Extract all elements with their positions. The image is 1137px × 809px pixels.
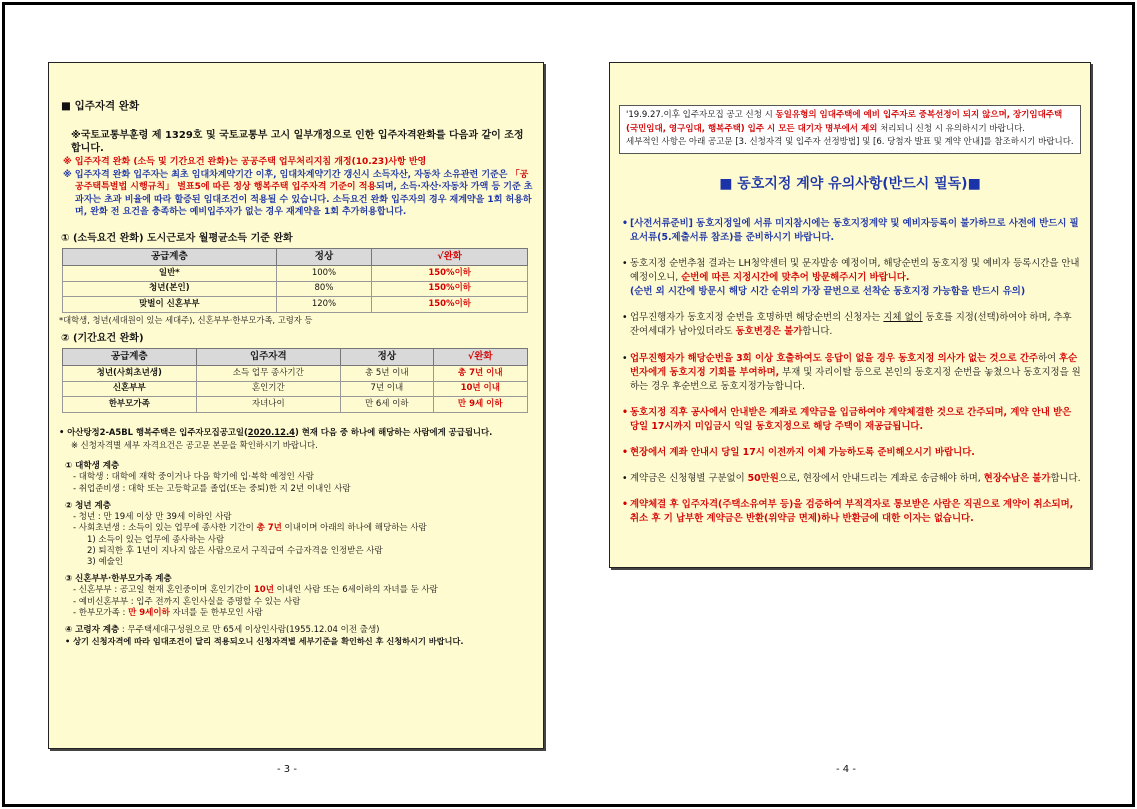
- list-item: 3) 예술인: [87, 556, 124, 567]
- table-header: √완화: [372, 249, 528, 266]
- table-row: 한부모가족 자녀나이 만 6세 이하 만 9세 이하: [63, 397, 528, 412]
- eligibility-note: ※ 신청자격별 세부 자격요건은 공고문 본문을 확인하시기 바랍니다.: [71, 439, 318, 450]
- income-table: [62, 248, 528, 312]
- income-section-title: ① (소득요건 완화) 도시근로자 월평균소득 기준 완화: [61, 232, 293, 244]
- table-row: 청년(본인) 80% 150%이하: [63, 281, 528, 296]
- table-row: 일반* 100% 150%이하: [63, 266, 528, 281]
- intro-text: ※국토교통부훈령 제 1329호 및 국토교통부 고시 일부개정으로 인한 입주자격완화를 다음과 같이 조정합니다.: [71, 130, 524, 155]
- note-income-period: ※ 입주자격 완화 (소득 및 기간요건 완화)는 공공주택 업무처리지침 개정(10.23)사항 반영: [63, 157, 427, 168]
- list-item: • 동호지정 순번추첨 결과는 LH청약센터 및 문자발송 예정이며, 해당순번의 동호지정 및 예비자 등록시간을 안내예정이오니, 순번에 따른 지정시간에 맞추어 방문해주시기 바랍니다. (순번 외 시간에 방문시 해당 시간 순위의 가장 끝번으로 선착순 동호지정 가능함을 반드시 유의): [622, 258, 1080, 298]
- table-header: 공급계층: [63, 349, 197, 366]
- eligibility-list: [65, 461, 533, 647]
- page-number-right: - 4 -: [836, 764, 856, 775]
- period-section-title: ② (기간요건 완화): [61, 332, 144, 344]
- note-renewal: ※ 입주자격 완화 입주자는 최초 임대차계약기간 이후, 임대차계약기간 갱신시 소득자산, 자동차 소유관련 기준은 「공공주택특별법 시행규칙」 별표5에 따른 정상 행복주택 입주자격 기준이 적용되며, 소득·자산·자동차 가액 등 기준 초과자는 초과 비율에 따라 할증된 임대조건이 적용될 수 있습니다. 소득요건 완화 입주자의 경우 재계약을 1회 허용하며, 완화 전 요건을 충족하는 예비입주자가 없는 경우 재계약을 1회 추가허용합니다.: [63, 170, 533, 217]
- list-item: ② 청년 계층: [65, 500, 111, 511]
- final-note: • 상기 신청자격에 따라 임대조건이 달리 적용되오니 신청자격별 세부기준을 확인하신 후 신청하시기 바랍니다.: [65, 636, 464, 647]
- table-header: √완화: [433, 349, 527, 366]
- list-item: - 취업준비생 : 대학 또는 고등학교를 졸업(또는 중퇴)한 지 2년 이내인 사람: [73, 483, 351, 494]
- list-item: • 업무진행자가 해당순번을 3회 이상 호출하여도 응답이 없을 경우 동호지정 의사가 없는 것으로 간주하여 후순번자에게 동호지정 기회를 부여하며, 부재 및 자리이탈 등으로 본인의 동호지정 순번을 놓쳤으나 동호지정을 원하는 경우 후순번으로 동호지정가능합니다.: [622, 352, 1081, 392]
- list-item: • 동호지정 직후 공사에서 안내받은 계좌로 계약금을 입금하여야 계약체결한 것으로 간주되며, 계약 안내 받은 당일 17시까지 미입금시 익일 동호지정으로 해당 주택이 재공급됩니다.: [622, 406, 1072, 432]
- list-item: - 신혼부부 : 공고일 현재 혼인중이며 혼인기간이 10년 이내인 사람 또는 6세이하의 자녀를 둔 사람: [73, 585, 438, 596]
- table-header: 공급계층: [63, 249, 277, 266]
- list-item: • 업무진행자가 동호지정 순번을 호명하면 해당순번의 신청자는 지체 없이 동호를 지정(선택)하여야 하며, 추후 잔여세대가 남아있더라도 동호변경은 불가합니다.: [622, 312, 1072, 338]
- list-item: • 현장에서 계좌 안내시 당일 17시 이전까지 이체 가능하도록 준비해오시기 바랍니다.: [622, 447, 975, 459]
- notice-box: '19.9.27.이후 입주자모집 공고 신청 시 동일유형의 임대주택에 예비 입주자로 중복선정이 되지 않으며, 장기임대주택(국민임대, 영구임대, 행복주택) 입주 시 모든 대기자 명부에서 제외 처리되니 신청 시 유의하시기 바랍니다. 세부적인 사항은 아래 공고문 [3. 신청자격 및 입주자 선정방법] 및 [6. 당첨자 발표 및 계약 안내]를 참조하시기 바랍니다.: [619, 105, 1081, 154]
- table-row: 맞벌이 신혼부부 120% 150%이하: [63, 297, 528, 312]
- period-table: [62, 348, 528, 412]
- list-item: - 대학생 : 대학에 재학 중이거나 다음 학기에 입·복학 예정인 사람: [73, 472, 314, 483]
- supply-bullet: • 아산탕정2-A5BL 행복주택은 입주자모집공고일(2020.12.4) 현재 다음 중 하나에 해당하는 사람에게 공급됩니다.: [59, 426, 493, 437]
- list-item: ③ 신혼부부·한부모가족 계층: [65, 574, 172, 585]
- list-item: • [사전서류준비] 동호지정일에 서류 미지참시에는 동호지정계약 및 예비자등록이 불가하므로 사전에 반드시 필요서류(5.제출서류 참조)를 준비하시기 바랍니다.: [622, 217, 1079, 243]
- table-row: 신혼부부 혼인기간 7년 이내 10년 이내: [63, 381, 528, 396]
- table-footnote: *대학생, 청년(세대원이 있는 세대주), 신혼부부·한부모가족, 고령자 등: [59, 314, 313, 325]
- list-item: 1) 소득이 있는 업무에 종사하는 사람: [87, 534, 225, 545]
- table-row: 청년(사회초년생) 소득 업무 종사기간 총 5년 이내 총 7년 이내: [63, 366, 528, 381]
- list-item: - 예비신혼부부 : 입주 전까지 혼인사실을 증명할 수 있는 사람: [73, 596, 301, 607]
- table-header: 정상: [276, 249, 372, 266]
- list-item: ① 대학생 계층: [65, 461, 120, 472]
- list-item: - 청년 : 만 19세 이상 만 39세 이하인 사람: [73, 512, 232, 523]
- list-item: - 한부모가족 : 만 9세이하 자녀를 둔 한부모인 사람: [73, 607, 263, 618]
- page-number-left: - 3 -: [277, 764, 297, 775]
- list-item: • 계약금은 신청형별 구분없이 50만원으로, 현장에서 안내드리는 계좌로 송금해야 하며, 현장수납은 불가합니다.: [622, 473, 1081, 485]
- table-header: 입주자격: [196, 349, 341, 366]
- section-heading: ■ 입주자격 완화: [61, 100, 140, 112]
- list-item: ④ 고령자 계층 : 무주택세대구성원으로 만 65세 이상인사람(1955.12.04 이전 출생): [65, 625, 380, 636]
- contract-title: ■ 동호지정 계약 유의사항(반드시 필독)■: [719, 175, 981, 192]
- list-item: 2) 퇴직한 후 1년이 지나지 않은 사람으로서 구직급여 수급자격을 인정받은 사람: [87, 545, 383, 556]
- page-3-panel: [48, 62, 544, 749]
- list-item: • 계약체결 후 입주자격(주택소유여부 등)을 검증하여 부적격자로 통보받은 사람은 직권으로 계약이 취소되며, 취소 후 기 납부한 계약금은 반환(위약금 면제)하나 반환금에 대한 이자는 없습니다.: [622, 499, 1074, 525]
- table-header: 정상: [341, 349, 433, 366]
- list-item: - 사회초년생 : 소득이 있는 업무에 종사한 기간이 총 7년 이내이며 아래의 하나에 해당하는 사람: [73, 523, 427, 534]
- page-4-panel: [609, 62, 1091, 568]
